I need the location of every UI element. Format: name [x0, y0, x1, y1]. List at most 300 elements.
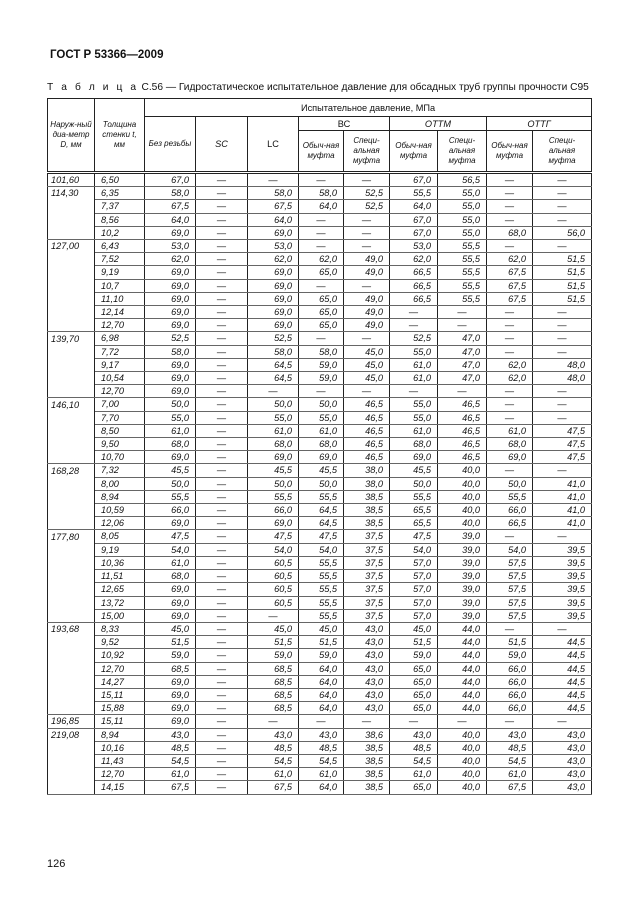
diameter-cell [48, 319, 95, 332]
value-cell: 43,0 [145, 728, 196, 741]
value-cell: — [299, 332, 344, 345]
value-cell: 69,0 [248, 306, 299, 319]
value-cell: — [533, 385, 592, 398]
value-cell: 60,5 [248, 583, 299, 596]
value-cell: — [196, 292, 248, 305]
value-cell: 62,0 [390, 253, 438, 266]
value-cell: — [533, 332, 592, 345]
thickness-cell: 10,16 [95, 741, 145, 754]
value-cell: — [344, 332, 390, 345]
diameter-cell [48, 213, 95, 226]
value-cell: 55,5 [299, 596, 344, 609]
value-cell: 43,0 [344, 662, 390, 675]
pressure-table [47, 98, 592, 795]
value-cell: 39,0 [438, 596, 487, 609]
value-cell: 51,5 [390, 636, 438, 649]
value-cell: 58,0 [145, 345, 196, 358]
value-cell: 65,0 [299, 266, 344, 279]
value-cell: 59,0 [390, 649, 438, 662]
diameter-cell: 101,60 [48, 173, 95, 187]
value-cell: — [533, 464, 592, 477]
diameter-cell: 114,30 [48, 187, 95, 200]
value-cell: — [196, 200, 248, 213]
value-cell: 44,5 [533, 662, 592, 675]
value-cell: 55,0 [438, 226, 487, 239]
value-cell: 61,0 [145, 768, 196, 781]
value-cell: — [344, 226, 390, 239]
value-cell: 40,0 [438, 728, 487, 741]
value-cell: 46,5 [438, 438, 487, 451]
value-cell: 68,0 [145, 438, 196, 451]
thickness-cell: 7,70 [95, 411, 145, 424]
table-caption-prefix: Т а б л и ц а [47, 82, 139, 93]
value-cell: 43,0 [344, 675, 390, 688]
thickness-cell: 12,70 [95, 662, 145, 675]
value-cell: — [196, 411, 248, 424]
table-row [48, 253, 592, 266]
bc-regular-header: Обыч-ная муфта [299, 131, 344, 173]
value-cell: 67,5 [248, 200, 299, 213]
value-cell: 69,0 [248, 292, 299, 305]
thickness-cell: 6,43 [95, 240, 145, 253]
table-row [48, 200, 592, 213]
table-row [48, 675, 592, 688]
value-cell: 46,5 [438, 424, 487, 437]
table-row [48, 781, 592, 794]
thickness-cell: 8,50 [95, 424, 145, 437]
value-cell: 43,0 [344, 688, 390, 701]
diameter-cell [48, 675, 95, 688]
table-row [48, 332, 592, 345]
value-cell: 54,0 [248, 543, 299, 556]
value-cell: 49,0 [344, 253, 390, 266]
sc-header: SC [196, 117, 248, 173]
table-row [48, 702, 592, 715]
ottg-header: ОТТГ [487, 117, 592, 131]
value-cell: — [196, 715, 248, 728]
value-cell: 40,0 [438, 741, 487, 754]
value-cell: 38,5 [344, 754, 390, 767]
value-cell: 59,0 [487, 649, 533, 662]
value-cell: — [344, 173, 390, 187]
thickness-cell: 9,19 [95, 543, 145, 556]
thickness-cell: 10,92 [95, 649, 145, 662]
value-cell: 65,5 [390, 517, 438, 530]
value-cell: 46,5 [344, 398, 390, 411]
diameter-cell: 196,85 [48, 715, 95, 728]
value-cell: 54,0 [487, 543, 533, 556]
value-cell: 46,5 [438, 411, 487, 424]
value-cell: 53,0 [248, 240, 299, 253]
diameter-cell [48, 411, 95, 424]
value-cell: — [390, 319, 438, 332]
thickness-cell: 14,15 [95, 781, 145, 794]
table-row [48, 345, 592, 358]
diameter-cell [48, 768, 95, 781]
value-cell: 65,5 [390, 504, 438, 517]
value-cell: 51,5 [533, 279, 592, 292]
value-cell: — [344, 385, 390, 398]
value-cell: — [487, 622, 533, 635]
value-cell: 69,0 [145, 292, 196, 305]
value-cell: 64,0 [299, 662, 344, 675]
value-cell: — [196, 253, 248, 266]
value-cell: 53,0 [390, 240, 438, 253]
value-cell: 51,5 [248, 636, 299, 649]
value-cell: — [196, 556, 248, 569]
table-row [48, 728, 592, 741]
value-cell: 38,0 [344, 464, 390, 477]
value-cell: 39,0 [438, 583, 487, 596]
value-cell: 39,5 [533, 543, 592, 556]
value-cell: 45,0 [390, 622, 438, 635]
diameter-header: Наруж-ный диа-метр D, мм [48, 99, 95, 173]
value-cell: 69,0 [145, 715, 196, 728]
diameter-cell [48, 688, 95, 701]
value-cell: 69,0 [248, 279, 299, 292]
value-cell: 45,5 [390, 464, 438, 477]
table-row [48, 385, 592, 398]
diameter-cell [48, 226, 95, 239]
value-cell: 54,5 [487, 754, 533, 767]
value-cell: — [344, 213, 390, 226]
diameter-cell: 168,28 [48, 464, 95, 477]
value-cell: 60,5 [248, 570, 299, 583]
value-cell: 44,0 [438, 675, 487, 688]
test-pressure-header: Испытательное давление, МПа [145, 99, 592, 117]
value-cell: 61,0 [487, 424, 533, 437]
value-cell: — [196, 622, 248, 635]
value-cell: — [533, 173, 592, 187]
value-cell: 46,5 [344, 451, 390, 464]
value-cell: 55,0 [299, 411, 344, 424]
value-cell: 57,5 [487, 609, 533, 622]
value-cell: 44,0 [438, 702, 487, 715]
diameter-cell [48, 596, 95, 609]
value-cell: 61,0 [390, 768, 438, 781]
value-cell: 38,5 [344, 768, 390, 781]
value-cell: — [533, 398, 592, 411]
value-cell: 50,0 [248, 398, 299, 411]
table-row [48, 213, 592, 226]
value-cell: 69,0 [145, 372, 196, 385]
value-cell: — [533, 213, 592, 226]
value-cell: — [196, 662, 248, 675]
thickness-cell: 10,2 [95, 226, 145, 239]
value-cell: 54,0 [390, 543, 438, 556]
value-cell: 51,5 [487, 636, 533, 649]
value-cell: 47,5 [533, 451, 592, 464]
value-cell: 39,0 [438, 530, 487, 543]
value-cell: 69,0 [145, 596, 196, 609]
value-cell: — [487, 200, 533, 213]
value-cell: — [196, 477, 248, 490]
value-cell: 57,0 [390, 570, 438, 583]
value-cell: 64,5 [248, 358, 299, 371]
table-row [48, 517, 592, 530]
value-cell: 40,0 [438, 754, 487, 767]
value-cell: — [487, 173, 533, 187]
value-cell: 49,0 [344, 319, 390, 332]
value-cell: — [196, 319, 248, 332]
value-cell: 60,5 [248, 596, 299, 609]
value-cell: — [390, 385, 438, 398]
value-cell: — [533, 622, 592, 635]
value-cell: 39,0 [438, 543, 487, 556]
diameter-cell [48, 477, 95, 490]
value-cell: 58,0 [248, 187, 299, 200]
value-cell: 55,5 [299, 556, 344, 569]
thickness-cell: 15,11 [95, 715, 145, 728]
table-body [48, 173, 592, 795]
value-cell: 50,0 [299, 477, 344, 490]
value-cell: 66,5 [390, 266, 438, 279]
table-row [48, 438, 592, 451]
value-cell: — [196, 464, 248, 477]
value-cell: 62,0 [299, 253, 344, 266]
value-cell: 40,0 [438, 477, 487, 490]
value-cell: — [196, 688, 248, 701]
value-cell: 55,0 [390, 345, 438, 358]
value-cell: 44,0 [438, 622, 487, 635]
value-cell: 64,0 [299, 688, 344, 701]
table-row [48, 543, 592, 556]
value-cell: 58,0 [299, 187, 344, 200]
value-cell: 69,0 [299, 451, 344, 464]
value-cell: — [487, 385, 533, 398]
value-cell: 67,5 [487, 266, 533, 279]
value-cell: 47,0 [438, 358, 487, 371]
diameter-cell: 146,10 [48, 398, 95, 411]
table-row [48, 768, 592, 781]
value-cell: 43,0 [533, 741, 592, 754]
value-cell: 54,5 [299, 754, 344, 767]
value-cell: 65,0 [390, 688, 438, 701]
value-cell: 52,5 [145, 332, 196, 345]
value-cell: 55,5 [487, 490, 533, 503]
value-cell: — [196, 768, 248, 781]
value-cell: 64,0 [248, 213, 299, 226]
table-row [48, 636, 592, 649]
value-cell: — [533, 530, 592, 543]
value-cell: 59,0 [145, 649, 196, 662]
value-cell: 69,0 [145, 675, 196, 688]
value-cell: 43,0 [344, 649, 390, 662]
value-cell: 54,5 [145, 754, 196, 767]
value-cell: 68,0 [487, 438, 533, 451]
value-cell: 55,0 [390, 398, 438, 411]
thickness-cell: 6,35 [95, 187, 145, 200]
table-row [48, 240, 592, 253]
value-cell: — [248, 173, 299, 187]
value-cell: 44,0 [438, 649, 487, 662]
value-cell: — [344, 279, 390, 292]
value-cell: 48,5 [145, 741, 196, 754]
value-cell: — [196, 279, 248, 292]
table-row [48, 451, 592, 464]
value-cell: 57,0 [390, 609, 438, 622]
value-cell: 68,5 [145, 662, 196, 675]
thickness-header: Толщина стенки t, мм [95, 99, 145, 173]
value-cell: 69,0 [145, 358, 196, 371]
value-cell: 56,5 [438, 173, 487, 187]
table-row [48, 306, 592, 319]
value-cell: 55,5 [438, 292, 487, 305]
value-cell: 50,0 [248, 477, 299, 490]
value-cell: 38,5 [344, 490, 390, 503]
diameter-cell: 219,08 [48, 728, 95, 741]
value-cell: 64,5 [248, 372, 299, 385]
value-cell: 38,5 [344, 741, 390, 754]
diameter-cell [48, 345, 95, 358]
value-cell: 64,0 [299, 781, 344, 794]
value-cell: 54,0 [299, 543, 344, 556]
value-cell: 49,0 [344, 306, 390, 319]
value-cell: 62,0 [487, 253, 533, 266]
diameter-cell [48, 200, 95, 213]
thickness-cell: 11,10 [95, 292, 145, 305]
value-cell: 43,0 [344, 702, 390, 715]
thickness-cell: 12,70 [95, 385, 145, 398]
thickness-cell: 10,54 [95, 372, 145, 385]
thickness-cell: 12,14 [95, 306, 145, 319]
value-cell: 52,5 [248, 332, 299, 345]
thickness-cell: 6,98 [95, 332, 145, 345]
value-cell: 47,5 [145, 530, 196, 543]
value-cell: 68,0 [299, 438, 344, 451]
value-cell: 37,5 [344, 583, 390, 596]
value-cell: 44,0 [438, 662, 487, 675]
value-cell: 57,5 [487, 596, 533, 609]
value-cell: 69,0 [145, 583, 196, 596]
value-cell: 69,0 [248, 517, 299, 530]
value-cell: 48,5 [390, 741, 438, 754]
diameter-cell [48, 358, 95, 371]
value-cell: 55,0 [438, 200, 487, 213]
value-cell: 64,0 [299, 675, 344, 688]
value-cell: 57,0 [390, 596, 438, 609]
value-cell: — [487, 240, 533, 253]
diameter-cell [48, 741, 95, 754]
value-cell: — [196, 451, 248, 464]
value-cell: — [248, 385, 299, 398]
value-cell: 55,5 [299, 570, 344, 583]
value-cell: — [196, 609, 248, 622]
bc-special-header: Специ-альная муфта [344, 131, 390, 173]
value-cell: 55,0 [145, 411, 196, 424]
thickness-cell: 8,05 [95, 530, 145, 543]
thickness-cell: 13,72 [95, 596, 145, 609]
diameter-cell [48, 649, 95, 662]
value-cell: — [196, 781, 248, 794]
table-row [48, 187, 592, 200]
value-cell: 37,5 [344, 570, 390, 583]
no-thread-header: Без резьбы [145, 117, 196, 173]
value-cell: — [390, 715, 438, 728]
value-cell: 68,0 [145, 570, 196, 583]
value-cell: 69,0 [248, 319, 299, 332]
value-cell: — [533, 200, 592, 213]
ottg-special-header: Специ-альная муфта [533, 131, 592, 173]
value-cell: 37,5 [344, 609, 390, 622]
value-cell: 69,0 [487, 451, 533, 464]
value-cell: 61,0 [299, 424, 344, 437]
value-cell: 46,5 [344, 424, 390, 437]
value-cell: 45,5 [145, 464, 196, 477]
value-cell: 66,5 [390, 279, 438, 292]
value-cell: 43,0 [533, 728, 592, 741]
thickness-cell: 9,52 [95, 636, 145, 649]
value-cell: 43,0 [487, 728, 533, 741]
table-row [48, 504, 592, 517]
value-cell: 41,0 [533, 490, 592, 503]
value-cell: 69,0 [248, 451, 299, 464]
thickness-cell: 12,70 [95, 768, 145, 781]
value-cell: — [196, 424, 248, 437]
value-cell: 50,0 [487, 477, 533, 490]
value-cell: — [196, 345, 248, 358]
value-cell: 61,0 [390, 372, 438, 385]
value-cell: — [533, 345, 592, 358]
diameter-cell [48, 372, 95, 385]
value-cell: 39,5 [533, 570, 592, 583]
ottm-header: ОТТМ [390, 117, 487, 131]
value-cell: 40,0 [438, 490, 487, 503]
value-cell: 47,0 [438, 345, 487, 358]
value-cell: 44,5 [533, 702, 592, 715]
value-cell: — [299, 226, 344, 239]
thickness-cell: 6,50 [95, 173, 145, 187]
value-cell: 66,0 [487, 688, 533, 701]
value-cell: 47,0 [438, 332, 487, 345]
value-cell: 66,0 [487, 675, 533, 688]
thickness-cell: 9,19 [95, 266, 145, 279]
value-cell: — [196, 358, 248, 371]
value-cell: 39,5 [533, 556, 592, 569]
value-cell: 69,0 [145, 517, 196, 530]
value-cell: 43,0 [533, 754, 592, 767]
value-cell: 55,5 [299, 609, 344, 622]
value-cell: — [438, 715, 487, 728]
value-cell: 55,0 [248, 411, 299, 424]
value-cell: 69,0 [145, 385, 196, 398]
value-cell: — [487, 306, 533, 319]
value-cell: — [344, 240, 390, 253]
value-cell: — [196, 543, 248, 556]
value-cell: 48,5 [487, 741, 533, 754]
value-cell: 39,5 [533, 583, 592, 596]
table-row [48, 622, 592, 635]
thickness-cell: 7,72 [95, 345, 145, 358]
value-cell: 69,0 [145, 306, 196, 319]
value-cell: 61,0 [487, 768, 533, 781]
value-cell: 65,0 [390, 781, 438, 794]
value-cell: 45,0 [145, 622, 196, 635]
value-cell: 66,0 [487, 662, 533, 675]
value-cell: 48,0 [533, 358, 592, 371]
value-cell: 69,0 [145, 226, 196, 239]
value-cell: 43,0 [248, 728, 299, 741]
value-cell: 40,0 [438, 464, 487, 477]
value-cell: 61,0 [145, 424, 196, 437]
ottg-regular-header: Обыч-ная муфта [487, 131, 533, 173]
value-cell: 47,5 [533, 438, 592, 451]
value-cell: — [299, 240, 344, 253]
value-cell: 43,0 [299, 728, 344, 741]
diameter-cell [48, 609, 95, 622]
diameter-cell [48, 424, 95, 437]
value-cell: 65,0 [390, 675, 438, 688]
